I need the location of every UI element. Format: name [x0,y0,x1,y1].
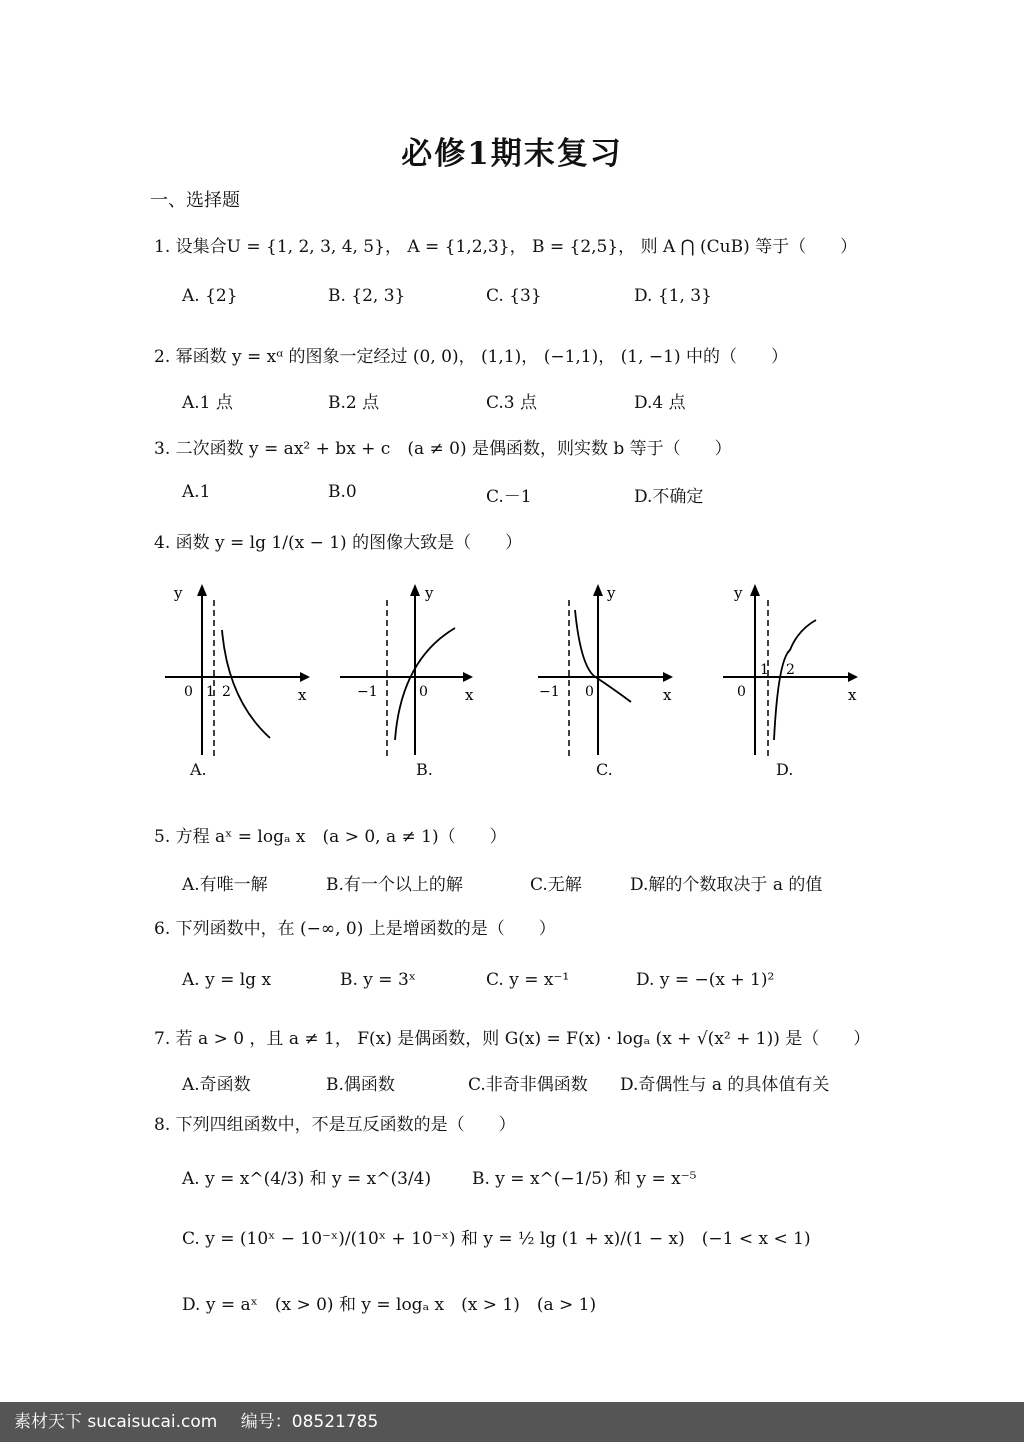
q7-option-a: A.奇函数 [182,1075,251,1095]
q3-option-a: A.1 [182,482,211,502]
q1-option-b: B. {2, 3} [328,286,406,306]
graph-a-tick-2: 2 [222,684,231,700]
q8-option-c: C. y = (10ˣ − 10⁻ˣ)/(10ˣ + 10⁻ˣ) 和 y = ½ lg (1 + x)/(1 − x) (−1 < x < 1) [182,1229,811,1249]
graph-a-x-label: x [298,686,307,704]
graph-c-y-label: y [607,584,616,602]
watermark-site: 素材天下 sucaisucai.com [14,1412,218,1432]
graph-d-plot [720,580,870,760]
graph-c [535,580,735,770]
q2-option-a: A.1 点 [182,393,233,413]
q6-option-a: A. y = lg x [182,970,272,990]
section-heading: 一、选择题 [150,190,240,211]
q3-option-b: B.0 [328,482,357,502]
q5-option-a: A.有唯一解 [182,875,268,895]
q1-option-d: D. {1, 3} [634,286,712,306]
graph-b-x-label: x [465,686,474,704]
graph-d-x-label: x [848,686,857,704]
q6-option-b: B. y = 3ˣ [340,970,416,990]
question-3-stem: 3. 二次函数 y = ax² + bx + c (a ≠ 0) 是偶函数，则实数 b 等于（ ） [154,439,732,459]
graph-b-plot [335,580,485,760]
q5-option-d: D.解的个数取决于 a 的值 [630,875,823,895]
q2-option-b: B.2 点 [328,393,380,413]
question-4-stem: 4. 函数 y = lg 1/(x − 1) 的图像大致是（ ） [154,533,523,553]
q2-option-d: D.4 点 [634,393,686,413]
graph-a-label: A. [190,760,207,779]
q3-option-d: D.不确定 [634,487,704,507]
graph-a-plot [160,580,310,760]
graph-d-tick-2: 2 [786,662,795,678]
graph-c-tick-0: 0 [585,684,594,700]
graph-a-tick-1: 1 [206,684,215,700]
q3-option-c: C.－1 [486,487,532,507]
q1-option-a: A. {2} [182,286,238,306]
q6-option-d: D. y = −(x + 1)² [636,970,775,990]
question-5-stem: 5. 方程 aˣ = logₐ x (a > 0, a ≠ 1)（ ） [154,827,507,847]
watermark-id: 编号：08521785 [240,1412,379,1432]
question-6-stem: 6. 下列函数中，在 (−∞, 0) 上是增函数的是（ ） [154,919,556,939]
q8-option-b: B. y = x^(−1/5) 和 y = x⁻⁵ [472,1169,697,1189]
question-1-stem: 1. 设集合U = {1, 2, 3, 4, 5}， A = {1,2,3}， B = {2,5}， 则 A ⋂ (CuB) 等于（ ） [154,237,858,257]
graph-b-y-label: y [425,584,434,602]
q1-option-c: C. {3} [486,286,542,306]
q6-option-c: C. y = x⁻¹ [486,970,570,990]
graph-d-tick-0: 0 [737,684,746,700]
graph-c-tick-neg1: −1 [539,684,560,700]
q7-option-b: B.偶函数 [326,1075,395,1095]
question-7-stem: 7. 若 a > 0 ，且 a ≠ 1， F(x) 是偶函数，则 G(x) = F(x) · logₐ (x + √(x² + 1)) 是（ ） [154,1029,871,1049]
graph-b-tick-neg1: −1 [357,684,378,700]
q5-option-c: C.无解 [530,875,582,895]
watermark-bar [0,1402,1024,1442]
q7-option-d: D.奇偶性与 a 的具体值有关 [620,1075,830,1095]
graph-d-label: D. [776,760,794,779]
graph-b-tick-0: 0 [419,684,428,700]
graph-d-y-label: y [734,584,743,602]
graph-d-tick-1: 1 [760,662,769,678]
graph-c-x-label: x [663,686,672,704]
graph-a [160,580,360,770]
q8-option-d: D. y = aˣ (x > 0) 和 y = logₐ x (x > 1) (a > 1) [182,1295,597,1315]
q2-option-c: C.3 点 [486,393,538,413]
graph-c-plot [535,580,685,760]
graph-d [720,580,920,770]
question-2-stem: 2. 幂函数 y = xᵅ 的图象一定经过 (0, 0)， (1,1)， (−1,1)， (1, −1) 中的（ ） [154,347,788,367]
graph-a-y-label: y [174,584,183,602]
q5-option-b: B.有一个以上的解 [326,875,463,895]
graph-b-label: B. [416,760,433,779]
graph-b [335,580,535,770]
q8-option-a: A. y = x^(4/3) 和 y = x^(3/4) [182,1169,432,1189]
q7-option-c: C.非奇非偶函数 [468,1075,588,1095]
question-8-stem: 8. 下列四组函数中，不是互反函数的是（ ） [154,1115,516,1135]
page-title: 必修1期末复习 [401,136,623,172]
graph-a-tick-0: 0 [184,684,193,700]
graph-c-label: C. [596,760,613,779]
